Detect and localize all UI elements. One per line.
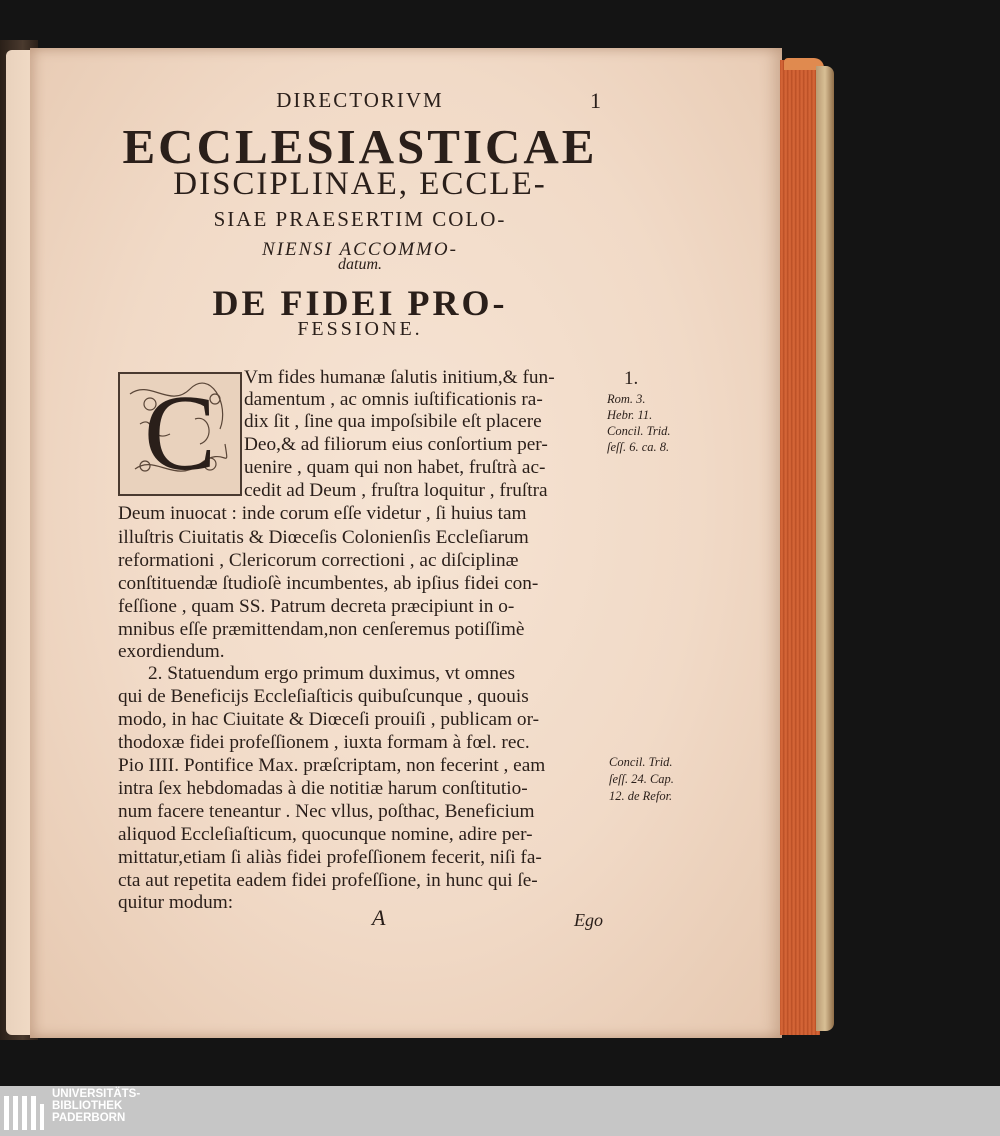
text-line: qui de Beneficijs Eccleſiaſticis quibuſcunque , quouis: [118, 686, 529, 707]
margin-note: Concil. Trid.: [607, 424, 671, 438]
page-number: 1: [590, 88, 601, 113]
text-line: mittatur,etiam ſi aliàs fidei profeſſionem fecerit, niſi fa-: [118, 847, 542, 868]
margin-note: 1.: [624, 368, 639, 389]
text-line: modo, in hac Ciuitate & Diœceſi prouiſi , publicam or-: [118, 709, 540, 730]
title-line-4: NIENSI ACCOMMO-: [262, 239, 458, 260]
margin-note: Rom. 3.: [607, 392, 646, 406]
text-line: feſſione , quam SS. Patrum decreta præcipiunt in o-: [118, 596, 515, 617]
margin-note: Hebr. 11.: [607, 408, 653, 422]
text-line: Vm fides humanæ ſalutis initium,& fun-: [244, 367, 555, 388]
section-heading-2: FESSIONE.: [297, 318, 423, 340]
running-head: DIRECTORIVM: [276, 88, 444, 112]
text-line: 2. Statuendum ergo primum duximus, vt omnes: [148, 663, 516, 684]
text-line: uenire , quam qui non habet, fruſtrà ac-: [244, 457, 546, 478]
library-footer: [0, 1086, 1000, 1136]
text-line: damentum , ac omnis iuſtificationis ra-: [244, 389, 543, 410]
library-name-line-2: BIBLIOTHEK: [52, 1100, 123, 1112]
page-edges-red: [780, 60, 820, 1035]
text-line: Deo,& ad filiorum eius conſortium per-: [244, 434, 548, 455]
title-line-3: SIAE PRAESERTIM COLO-: [213, 207, 507, 231]
margin-note: ſeſſ. 24. Cap.: [609, 772, 674, 786]
title-line-2: DISCIPLINAE, ECCLE-: [173, 166, 547, 202]
signature-mark: A: [372, 905, 386, 930]
text-line: Deum inuocat : inde corum eſſe videtur , ſi huius tam: [118, 503, 527, 524]
text-line: quitur modum:: [118, 892, 234, 913]
section-heading-1: DE FIDEI PRO-: [212, 283, 508, 323]
text-line: aliquod Eccleſiaſticum, quocunque nomine, adire per-: [118, 824, 533, 845]
text-line: thodoxæ fidei profeſſionem , iuxta formam à fœl. rec.: [118, 732, 530, 753]
library-name: [52, 1088, 140, 1124]
library-name-line-3: PADERBORN: [52, 1112, 126, 1124]
text-line: num facere teneantur . Nec vllus, poſthac, Beneficium: [118, 801, 535, 822]
text-line: exordiendum.: [118, 641, 225, 662]
library-name-line-1: UNIVERSITÄTS-: [52, 1088, 141, 1100]
text-line: cedit ad Deum , fruſtra loquitur , fruſtra: [244, 480, 548, 501]
text-line: mnibus eſſe præmittendam,non cenſeremus potiſſimè: [118, 619, 525, 640]
initial-letter: C: [143, 374, 217, 493]
text-line: illuſtris Ciuitatis & Diœceſis Colonienſis Eccleſiarum: [118, 527, 529, 548]
library-logo-icon: [4, 1092, 44, 1132]
book-cover-right: [816, 66, 834, 1031]
text-line: cta aut repetita eadem fidei profeſſione, in hunc qui ſe-: [118, 870, 538, 891]
title-line-1: ECCLESIASTICAE: [122, 119, 598, 174]
margin-note: Concil. Trid.: [609, 755, 673, 769]
title-line-5: datum.: [338, 256, 382, 273]
margin-note: 12. de Refor.: [609, 789, 673, 803]
catchword: Ego: [574, 910, 603, 930]
text-line: dix ſit , ſine qua impoſsibile eſt placere: [244, 411, 542, 432]
decorated-initial: [118, 372, 242, 496]
text-line: reformationi , Clericorum correctioni , ac diſciplinæ: [118, 550, 519, 571]
margin-note: ſeſſ. 6. ca. 8.: [607, 440, 670, 454]
text-line: conſtituendæ ſtudioſè incumbentes, ab ipſius fidei con-: [118, 573, 539, 594]
text-line: Pio IIII. Pontifice Max. præſcriptam, non fecerint , eam: [118, 755, 546, 776]
text-line: intra ſex hebdomadas à die notitiæ harum conſtitutio-: [118, 778, 528, 799]
